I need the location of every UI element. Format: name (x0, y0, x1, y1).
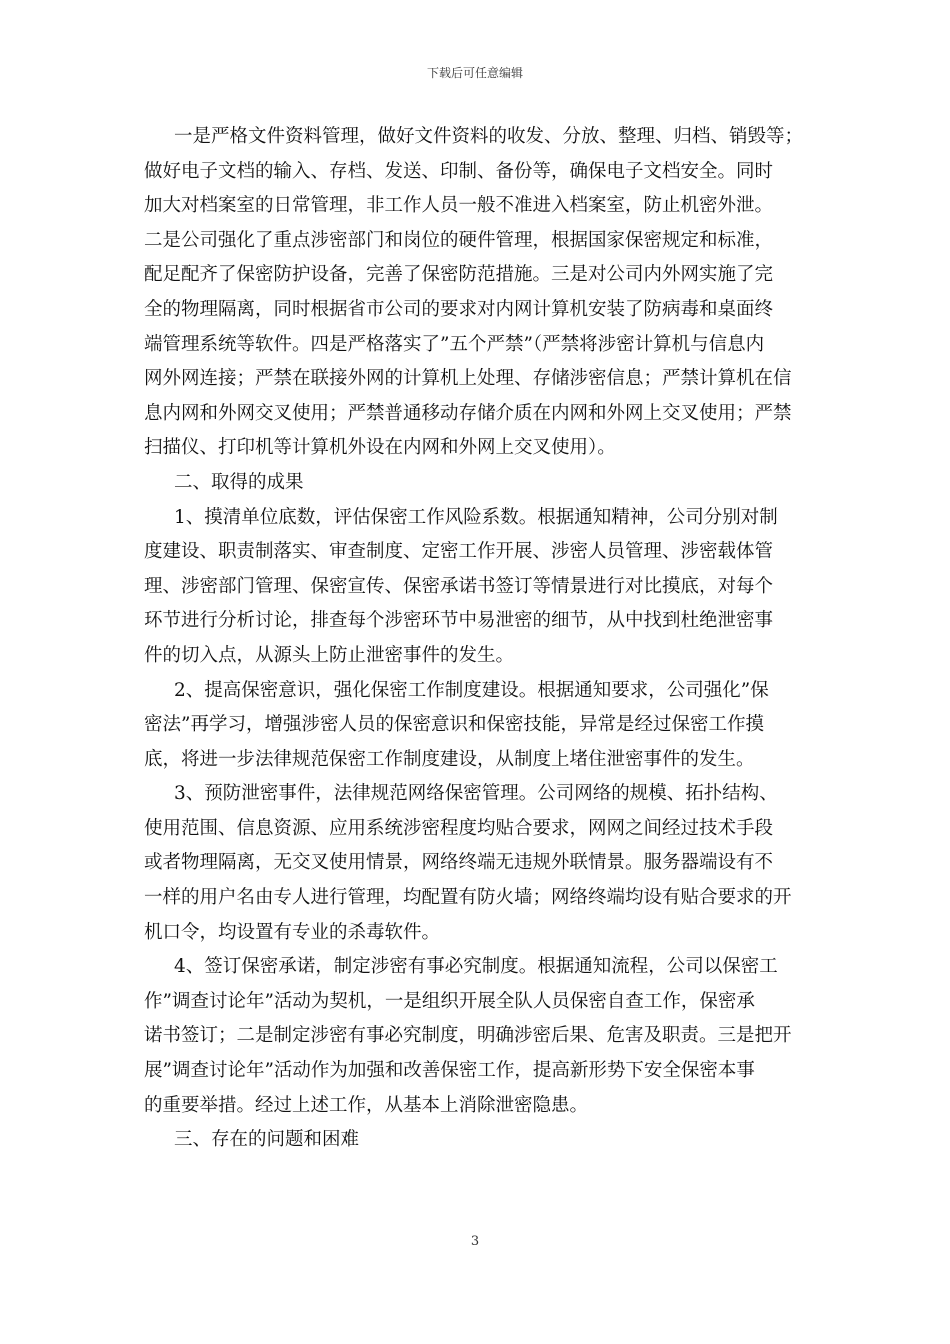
text-line: 二是公司强化了重点涉密部门和岗位的硬件管理，根据国家保密规定和标准， (144, 229, 774, 251)
text-line: 一样的用户名由专人进行管理，均配置有防火墙；网络终端均设有贴合要求的开 (144, 887, 792, 909)
text-line: 4、签订保密承诺，制定涉密有事必究制度。根据通知流程，公司以保密工 (174, 956, 778, 978)
text-line: 或者物理隔离，无交叉使用情景，网络终端无违规外联情景。服务器端设有不 (144, 852, 774, 874)
page-number: 3 (470, 1234, 480, 1249)
text-line: 网外网连接；严禁在联接外网的计算机上处理、存储涉密信息；严禁计算机在信 (144, 368, 792, 390)
text-line: 度建设、职责制落实、审查制度、定密工作开展、涉密人员管理、涉密载体管 (144, 541, 774, 563)
text-line: 底，将进一步法律规范保密工作制度建设，从制度上堵住泄密事件的发生。 (144, 748, 755, 770)
text-line: 的重要举措。经过上述工作，从基本上消除泄密隐患。 (144, 1094, 589, 1116)
text-line: 扫描仪、打印机等计算机外设在内网和外网上交叉使用）。 (144, 437, 616, 459)
text-line: 机口令，均设置有专业的杀毒软件。 (144, 921, 441, 943)
page-header: 下载后可任意编辑 (426, 66, 523, 80)
text-line: 做好电子文档的输入、存档、发送、印制、备份等，确保电子文档安全。同时 (144, 160, 774, 182)
text-line: 加大对档案室的日常管理，非工作人员一般不准进入档案室，防止机密外泄。 (144, 195, 774, 217)
text-line: 件的切入点，从源头上防止泄密事件的发生。 (144, 644, 515, 666)
text-line: 3、预防泄密事件，法律规范网络保密管理。公司网络的规模、拓扑结构、 (174, 783, 778, 805)
text-line: 作”调查讨论年”活动为契机，一是组织开展全队人员保密自查工作，保密承 (144, 990, 755, 1012)
text-line: 端管理系统等软件。四是严格落实了”五个严禁”（严禁将涉密计算机与信息内 (144, 333, 765, 355)
text-line: 全的物理隔离，同时根据省市公司的要求对内网计算机安装了防病毒和桌面终 (144, 298, 774, 320)
text-line: 息内网和外网交叉使用；严禁普通移动存储介质在内网和外网上交叉使用；严禁 (144, 402, 792, 424)
text-line: 诺书签订；二是制定涉密有事必究制度，明确涉密后果、危害及职责。三是把开 (144, 1025, 792, 1047)
text-line: 三、存在的问题和困难 (174, 1129, 360, 1151)
text-line: 1、摸清单位底数，评估保密工作风险系数。根据通知精神，公司分别对制 (174, 506, 778, 528)
text-line: 理、涉密部门管理、保密宣传、保密承诺书签订等情景进行对比摸底，对每个 (144, 575, 774, 597)
document-body (144, 120, 809, 1158)
text-line: 密法”再学习，增强涉密人员的保密意识和保密技能，异常是经过保密工作摸 (144, 714, 764, 736)
text-line: 使用范围、信息资源、应用系统涉密程度均贴合要求，网网之间经过技术手段 (144, 817, 774, 839)
text-line: 2、提高保密意识，强化保密工作制度建设。根据通知要求，公司强化”保 (174, 679, 769, 701)
text-line: 一是严格文件资料管理，做好文件资料的收发、分放、整理、归档、销毁等； (174, 126, 804, 147)
text-line: 二、取得的成果 (174, 471, 304, 493)
text-line: 配足配齐了保密防护设备，完善了保密防范措施。三是对公司内外网实施了完 (144, 264, 774, 286)
text-line: 环节进行分析讨论，排查每个涉密环节中易泄密的细节，从中找到杜绝泄密事 (144, 610, 774, 632)
text-line: 展”调查讨论年”活动作为加强和改善保密工作，提高新形势下安全保密本事 (144, 1060, 755, 1082)
